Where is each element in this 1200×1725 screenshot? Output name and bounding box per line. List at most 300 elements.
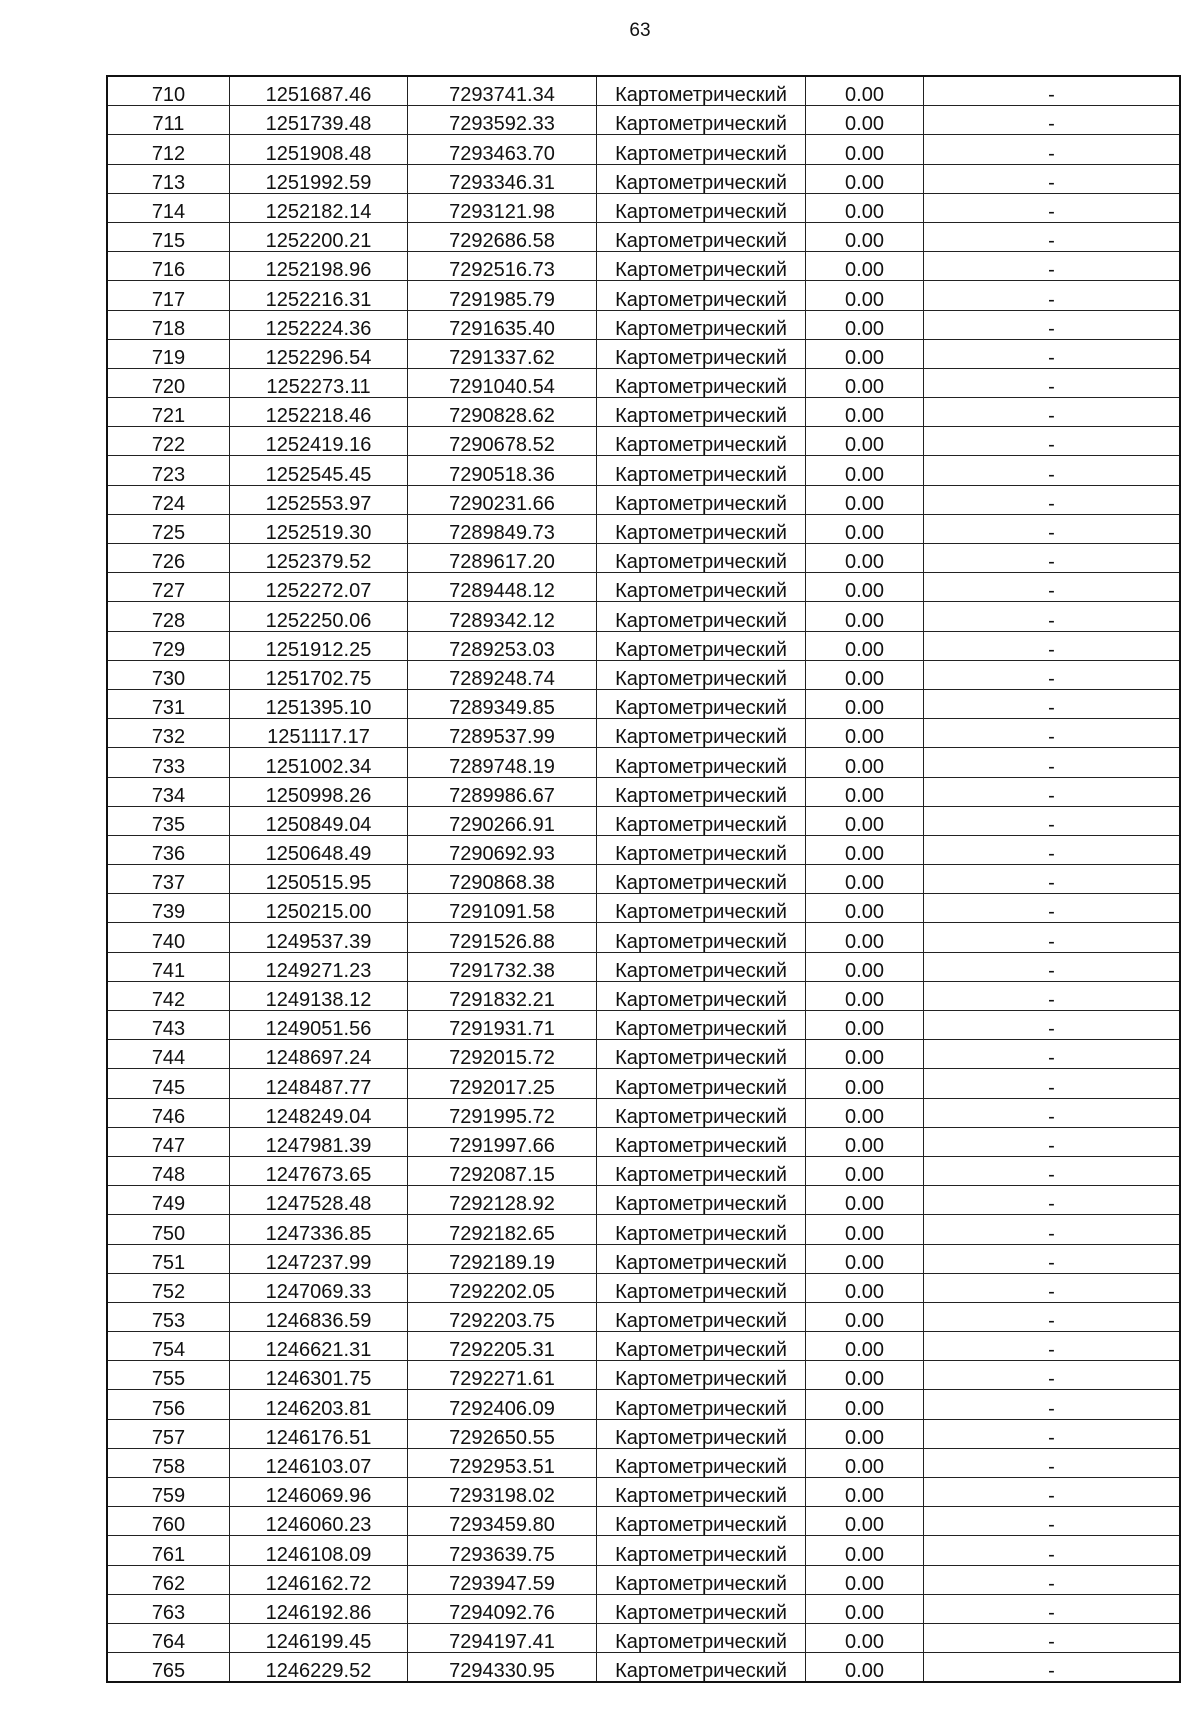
x-coordinate-cell: 1249271.23 [230, 952, 408, 981]
point-number-cell: 733 [107, 748, 230, 777]
table-body [107, 76, 1180, 1682]
table-row [107, 427, 1180, 456]
y-coordinate-cell: 7291931.71 [408, 1011, 597, 1040]
method-cell: Картометрический [597, 339, 806, 368]
y-coordinate-cell: 7292017.25 [408, 1069, 597, 1098]
method-cell: Картометрический [597, 865, 806, 894]
table-row [107, 1594, 1180, 1623]
x-coordinate-cell: 1248249.04 [230, 1098, 408, 1127]
table-row [107, 1536, 1180, 1565]
x-coordinate-cell: 1251117.17 [230, 719, 408, 748]
note-cell: - [924, 981, 1181, 1010]
x-coordinate-cell: 1246301.75 [230, 1361, 408, 1390]
accuracy-cell: 0.00 [806, 1186, 924, 1215]
table-row [107, 1361, 1180, 1390]
table-row [107, 806, 1180, 835]
y-coordinate-cell: 7289349.85 [408, 689, 597, 718]
method-cell: Картометрический [597, 1594, 806, 1623]
table-row [107, 456, 1180, 485]
note-cell: - [924, 135, 1181, 164]
y-coordinate-cell: 7289448.12 [408, 573, 597, 602]
note-cell: - [924, 835, 1181, 864]
table-row [107, 1156, 1180, 1185]
point-number-cell: 730 [107, 660, 230, 689]
x-coordinate-cell: 1249051.56 [230, 1011, 408, 1040]
note-cell: - [924, 1565, 1181, 1594]
table-row [107, 1273, 1180, 1302]
y-coordinate-cell: 7292516.73 [408, 252, 597, 281]
y-coordinate-cell: 7291635.40 [408, 310, 597, 339]
y-coordinate-cell: 7289849.73 [408, 514, 597, 543]
accuracy-cell: 0.00 [806, 660, 924, 689]
method-cell: Картометрический [597, 894, 806, 923]
y-coordinate-cell: 7290266.91 [408, 806, 597, 835]
y-coordinate-cell: 7290678.52 [408, 427, 597, 456]
x-coordinate-cell: 1251002.34 [230, 748, 408, 777]
point-number-cell: 750 [107, 1215, 230, 1244]
x-coordinate-cell: 1248697.24 [230, 1040, 408, 1069]
method-cell: Картометрический [597, 1419, 806, 1448]
y-coordinate-cell: 7289253.03 [408, 631, 597, 660]
x-coordinate-cell: 1246176.51 [230, 1419, 408, 1448]
point-number-cell: 710 [107, 76, 230, 106]
note-cell: - [924, 1215, 1181, 1244]
method-cell: Картометрический [597, 1011, 806, 1040]
method-cell: Картометрический [597, 1127, 806, 1156]
y-coordinate-cell: 7292189.19 [408, 1244, 597, 1273]
table-row [107, 1069, 1180, 1098]
point-number-cell: 764 [107, 1623, 230, 1652]
method-cell: Картометрический [597, 1507, 806, 1536]
accuracy-cell: 0.00 [806, 1069, 924, 1098]
point-number-cell: 716 [107, 252, 230, 281]
table-row [107, 865, 1180, 894]
coordinates-table [106, 75, 1181, 1683]
table-row [107, 923, 1180, 952]
accuracy-cell: 0.00 [806, 1011, 924, 1040]
y-coordinate-cell: 7294330.95 [408, 1653, 597, 1683]
note-cell: - [924, 193, 1181, 222]
note-cell: - [924, 1653, 1181, 1683]
method-cell: Картометрический [597, 1448, 806, 1477]
accuracy-cell: 0.00 [806, 1273, 924, 1302]
y-coordinate-cell: 7291995.72 [408, 1098, 597, 1127]
note-cell: - [924, 1536, 1181, 1565]
x-coordinate-cell: 1252419.16 [230, 427, 408, 456]
y-coordinate-cell: 7292406.09 [408, 1390, 597, 1419]
table-row [107, 1390, 1180, 1419]
y-coordinate-cell: 7292128.92 [408, 1186, 597, 1215]
y-coordinate-cell: 7289748.19 [408, 748, 597, 777]
x-coordinate-cell: 1252379.52 [230, 544, 408, 573]
accuracy-cell: 0.00 [806, 981, 924, 1010]
note-cell: - [924, 1244, 1181, 1273]
note-cell: - [924, 1098, 1181, 1127]
point-number-cell: 734 [107, 777, 230, 806]
x-coordinate-cell: 1252200.21 [230, 222, 408, 251]
point-number-cell: 749 [107, 1186, 230, 1215]
method-cell: Картометрический [597, 1273, 806, 1302]
note-cell: - [924, 748, 1181, 777]
table-row [107, 894, 1180, 923]
table-row [107, 1623, 1180, 1652]
point-number-cell: 721 [107, 398, 230, 427]
table-row [107, 631, 1180, 660]
accuracy-cell: 0.00 [806, 1361, 924, 1390]
table-row [107, 1448, 1180, 1477]
accuracy-cell: 0.00 [806, 1478, 924, 1507]
y-coordinate-cell: 7293463.70 [408, 135, 597, 164]
x-coordinate-cell: 1246203.81 [230, 1390, 408, 1419]
y-coordinate-cell: 7293592.33 [408, 106, 597, 135]
table-row [107, 514, 1180, 543]
method-cell: Картометрический [597, 1069, 806, 1098]
method-cell: Картометрический [597, 602, 806, 631]
y-coordinate-cell: 7291832.21 [408, 981, 597, 1010]
x-coordinate-cell: 1252250.06 [230, 602, 408, 631]
table-row [107, 76, 1180, 106]
accuracy-cell: 0.00 [806, 135, 924, 164]
table-row [107, 748, 1180, 777]
x-coordinate-cell: 1247981.39 [230, 1127, 408, 1156]
y-coordinate-cell: 7292203.75 [408, 1302, 597, 1331]
x-coordinate-cell: 1252553.97 [230, 485, 408, 514]
point-number-cell: 759 [107, 1478, 230, 1507]
method-cell: Картометрический [597, 1244, 806, 1273]
note-cell: - [924, 573, 1181, 602]
x-coordinate-cell: 1251912.25 [230, 631, 408, 660]
point-number-cell: 761 [107, 1536, 230, 1565]
x-coordinate-cell: 1248487.77 [230, 1069, 408, 1098]
table-row [107, 1478, 1180, 1507]
accuracy-cell: 0.00 [806, 544, 924, 573]
note-cell: - [924, 1156, 1181, 1185]
point-number-cell: 758 [107, 1448, 230, 1477]
table-row [107, 106, 1180, 135]
note-cell: - [924, 222, 1181, 251]
note-cell: - [924, 952, 1181, 981]
x-coordinate-cell: 1249138.12 [230, 981, 408, 1010]
accuracy-cell: 0.00 [806, 952, 924, 981]
y-coordinate-cell: 7290231.66 [408, 485, 597, 514]
y-coordinate-cell: 7289537.99 [408, 719, 597, 748]
note-cell: - [924, 689, 1181, 718]
table-row [107, 835, 1180, 864]
y-coordinate-cell: 7289617.20 [408, 544, 597, 573]
point-number-cell: 754 [107, 1332, 230, 1361]
note-cell: - [924, 310, 1181, 339]
method-cell: Картометрический [597, 252, 806, 281]
note-cell: - [924, 1594, 1181, 1623]
accuracy-cell: 0.00 [806, 368, 924, 397]
method-cell: Картометрический [597, 544, 806, 573]
method-cell: Картометрический [597, 631, 806, 660]
note-cell: - [924, 1127, 1181, 1156]
point-number-cell: 756 [107, 1390, 230, 1419]
method-cell: Картометрический [597, 76, 806, 106]
x-coordinate-cell: 1246229.52 [230, 1653, 408, 1683]
accuracy-cell: 0.00 [806, 1390, 924, 1419]
accuracy-cell: 0.00 [806, 1623, 924, 1652]
x-coordinate-cell: 1246060.23 [230, 1507, 408, 1536]
y-coordinate-cell: 7292087.15 [408, 1156, 597, 1185]
accuracy-cell: 0.00 [806, 1244, 924, 1273]
y-coordinate-cell: 7293947.59 [408, 1565, 597, 1594]
table-row [107, 660, 1180, 689]
note-cell: - [924, 1332, 1181, 1361]
x-coordinate-cell: 1247528.48 [230, 1186, 408, 1215]
accuracy-cell: 0.00 [806, 835, 924, 864]
table-row [107, 1011, 1180, 1040]
y-coordinate-cell: 7290518.36 [408, 456, 597, 485]
accuracy-cell: 0.00 [806, 806, 924, 835]
x-coordinate-cell: 1246836.59 [230, 1302, 408, 1331]
point-number-cell: 752 [107, 1273, 230, 1302]
table-row [107, 310, 1180, 339]
accuracy-cell: 0.00 [806, 1653, 924, 1683]
accuracy-cell: 0.00 [806, 1215, 924, 1244]
accuracy-cell: 0.00 [806, 923, 924, 952]
point-number-cell: 763 [107, 1594, 230, 1623]
table-row [107, 1040, 1180, 1069]
y-coordinate-cell: 7292953.51 [408, 1448, 597, 1477]
table-row [107, 339, 1180, 368]
note-cell: - [924, 1011, 1181, 1040]
accuracy-cell: 0.00 [806, 222, 924, 251]
point-number-cell: 712 [107, 135, 230, 164]
y-coordinate-cell: 7291732.38 [408, 952, 597, 981]
point-number-cell: 736 [107, 835, 230, 864]
point-number-cell: 748 [107, 1156, 230, 1185]
method-cell: Картометрический [597, 981, 806, 1010]
note-cell: - [924, 398, 1181, 427]
method-cell: Картометрический [597, 514, 806, 543]
point-number-cell: 732 [107, 719, 230, 748]
note-cell: - [924, 514, 1181, 543]
method-cell: Картометрический [597, 106, 806, 135]
note-cell: - [924, 1623, 1181, 1652]
point-number-cell: 713 [107, 164, 230, 193]
point-number-cell: 740 [107, 923, 230, 952]
note-cell: - [924, 1040, 1181, 1069]
y-coordinate-cell: 7293121.98 [408, 193, 597, 222]
accuracy-cell: 0.00 [806, 1565, 924, 1594]
point-number-cell: 727 [107, 573, 230, 602]
accuracy-cell: 0.00 [806, 193, 924, 222]
note-cell: - [924, 281, 1181, 310]
y-coordinate-cell: 7293346.31 [408, 164, 597, 193]
table-row [107, 1507, 1180, 1536]
accuracy-cell: 0.00 [806, 1332, 924, 1361]
table-row [107, 1215, 1180, 1244]
point-number-cell: 728 [107, 602, 230, 631]
y-coordinate-cell: 7294197.41 [408, 1623, 597, 1652]
y-coordinate-cell: 7292686.58 [408, 222, 597, 251]
x-coordinate-cell: 1251739.48 [230, 106, 408, 135]
note-cell: - [924, 485, 1181, 514]
x-coordinate-cell: 1247336.85 [230, 1215, 408, 1244]
point-number-cell: 714 [107, 193, 230, 222]
point-number-cell: 724 [107, 485, 230, 514]
method-cell: Картометрический [597, 923, 806, 952]
point-number-cell: 725 [107, 514, 230, 543]
x-coordinate-cell: 1246108.09 [230, 1536, 408, 1565]
x-coordinate-cell: 1251395.10 [230, 689, 408, 718]
note-cell: - [924, 865, 1181, 894]
note-cell: - [924, 1186, 1181, 1215]
accuracy-cell: 0.00 [806, 1098, 924, 1127]
table-row [107, 719, 1180, 748]
point-number-cell: 735 [107, 806, 230, 835]
point-number-cell: 746 [107, 1098, 230, 1127]
note-cell: - [924, 164, 1181, 193]
accuracy-cell: 0.00 [806, 456, 924, 485]
x-coordinate-cell: 1247673.65 [230, 1156, 408, 1185]
point-number-cell: 726 [107, 544, 230, 573]
accuracy-cell: 0.00 [806, 1536, 924, 1565]
point-number-cell: 715 [107, 222, 230, 251]
y-coordinate-cell: 7292202.05 [408, 1273, 597, 1302]
x-coordinate-cell: 1252272.07 [230, 573, 408, 602]
y-coordinate-cell: 7289986.67 [408, 777, 597, 806]
point-number-cell: 723 [107, 456, 230, 485]
y-coordinate-cell: 7291091.58 [408, 894, 597, 923]
note-cell: - [924, 1478, 1181, 1507]
y-coordinate-cell: 7293741.34 [408, 76, 597, 106]
point-number-cell: 762 [107, 1565, 230, 1594]
method-cell: Картометрический [597, 660, 806, 689]
accuracy-cell: 0.00 [806, 164, 924, 193]
point-number-cell: 753 [107, 1302, 230, 1331]
y-coordinate-cell: 7291985.79 [408, 281, 597, 310]
method-cell: Картометрический [597, 164, 806, 193]
method-cell: Картометрический [597, 1156, 806, 1185]
point-number-cell: 745 [107, 1069, 230, 1098]
x-coordinate-cell: 1249537.39 [230, 923, 408, 952]
point-number-cell: 718 [107, 310, 230, 339]
method-cell: Картометрический [597, 281, 806, 310]
note-cell: - [924, 339, 1181, 368]
x-coordinate-cell: 1252545.45 [230, 456, 408, 485]
y-coordinate-cell: 7290692.93 [408, 835, 597, 864]
x-coordinate-cell: 1246069.96 [230, 1478, 408, 1507]
x-coordinate-cell: 1250515.95 [230, 865, 408, 894]
table-row [107, 1302, 1180, 1331]
point-number-cell: 743 [107, 1011, 230, 1040]
y-coordinate-cell: 7291040.54 [408, 368, 597, 397]
accuracy-cell: 0.00 [806, 602, 924, 631]
method-cell: Картометрический [597, 689, 806, 718]
point-number-cell: 729 [107, 631, 230, 660]
table-row [107, 689, 1180, 718]
accuracy-cell: 0.00 [806, 865, 924, 894]
accuracy-cell: 0.00 [806, 573, 924, 602]
note-cell: - [924, 719, 1181, 748]
method-cell: Картометрический [597, 1390, 806, 1419]
accuracy-cell: 0.00 [806, 514, 924, 543]
note-cell: - [924, 368, 1181, 397]
table-row [107, 1244, 1180, 1273]
accuracy-cell: 0.00 [806, 1507, 924, 1536]
accuracy-cell: 0.00 [806, 76, 924, 106]
y-coordinate-cell: 7291337.62 [408, 339, 597, 368]
x-coordinate-cell: 1246103.07 [230, 1448, 408, 1477]
y-coordinate-cell: 7291997.66 [408, 1127, 597, 1156]
table-row [107, 1653, 1180, 1683]
method-cell: Картометрический [597, 193, 806, 222]
method-cell: Картометрический [597, 719, 806, 748]
note-cell: - [924, 1069, 1181, 1098]
accuracy-cell: 0.00 [806, 631, 924, 660]
x-coordinate-cell: 1252182.14 [230, 193, 408, 222]
method-cell: Картометрический [597, 1536, 806, 1565]
point-number-cell: 760 [107, 1507, 230, 1536]
y-coordinate-cell: 7289342.12 [408, 602, 597, 631]
accuracy-cell: 0.00 [806, 485, 924, 514]
table-row [107, 544, 1180, 573]
x-coordinate-cell: 1252273.11 [230, 368, 408, 397]
point-number-cell: 747 [107, 1127, 230, 1156]
table-row [107, 1332, 1180, 1361]
method-cell: Картометрический [597, 456, 806, 485]
note-cell: - [924, 1361, 1181, 1390]
accuracy-cell: 0.00 [806, 1040, 924, 1069]
x-coordinate-cell: 1252216.31 [230, 281, 408, 310]
method-cell: Картометрический [597, 1215, 806, 1244]
method-cell: Картометрический [597, 135, 806, 164]
y-coordinate-cell: 7289248.74 [408, 660, 597, 689]
note-cell: - [924, 1507, 1181, 1536]
x-coordinate-cell: 1252519.30 [230, 514, 408, 543]
table-row [107, 573, 1180, 602]
point-number-cell: 757 [107, 1419, 230, 1448]
y-coordinate-cell: 7292182.65 [408, 1215, 597, 1244]
table-row [107, 1127, 1180, 1156]
y-coordinate-cell: 7292015.72 [408, 1040, 597, 1069]
accuracy-cell: 0.00 [806, 252, 924, 281]
table-row [107, 1186, 1180, 1215]
accuracy-cell: 0.00 [806, 1156, 924, 1185]
table-row [107, 252, 1180, 281]
x-coordinate-cell: 1251992.59 [230, 164, 408, 193]
point-number-cell: 722 [107, 427, 230, 456]
point-number-cell: 741 [107, 952, 230, 981]
accuracy-cell: 0.00 [806, 1419, 924, 1448]
x-coordinate-cell: 1252296.54 [230, 339, 408, 368]
method-cell: Картометрический [597, 1361, 806, 1390]
note-cell: - [924, 76, 1181, 106]
point-number-cell: 755 [107, 1361, 230, 1390]
point-number-cell: 751 [107, 1244, 230, 1273]
method-cell: Картометрический [597, 222, 806, 251]
accuracy-cell: 0.00 [806, 1594, 924, 1623]
accuracy-cell: 0.00 [806, 281, 924, 310]
accuracy-cell: 0.00 [806, 1127, 924, 1156]
y-coordinate-cell: 7291526.88 [408, 923, 597, 952]
y-coordinate-cell: 7290828.62 [408, 398, 597, 427]
accuracy-cell: 0.00 [806, 719, 924, 748]
table-row [107, 222, 1180, 251]
y-coordinate-cell: 7293459.80 [408, 1507, 597, 1536]
point-number-cell: 719 [107, 339, 230, 368]
accuracy-cell: 0.00 [806, 777, 924, 806]
accuracy-cell: 0.00 [806, 748, 924, 777]
method-cell: Картометрический [597, 806, 806, 835]
accuracy-cell: 0.00 [806, 398, 924, 427]
table-row [107, 135, 1180, 164]
y-coordinate-cell: 7293198.02 [408, 1478, 597, 1507]
x-coordinate-cell: 1246199.45 [230, 1623, 408, 1652]
